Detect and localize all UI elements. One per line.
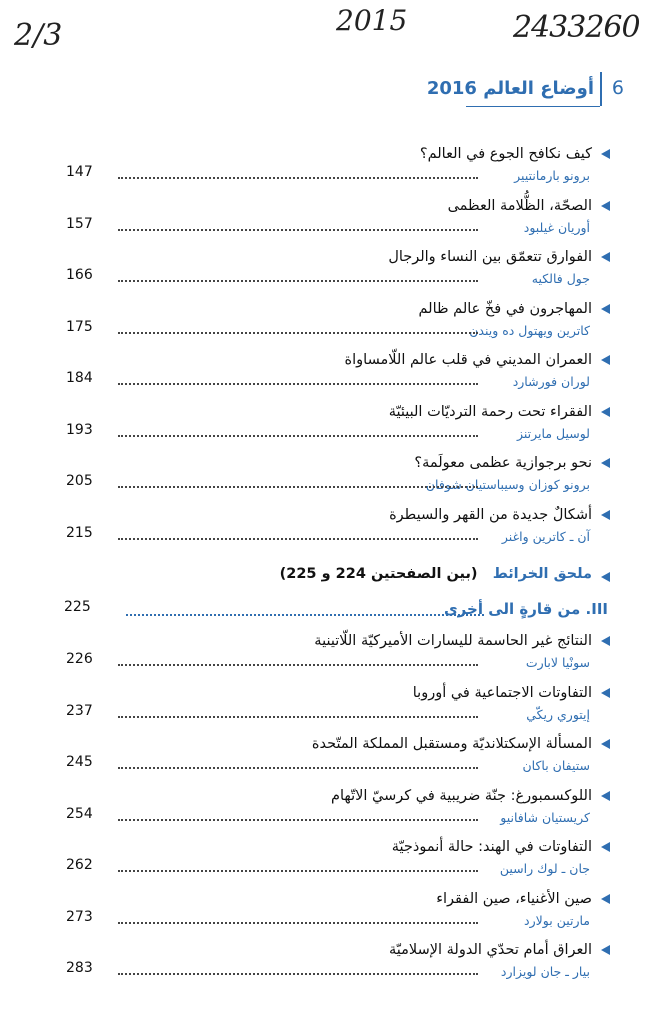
arrow-icon xyxy=(601,572,610,582)
toc-entry[interactable] xyxy=(0,352,650,398)
entry-author: آن ـ كاترين واغنر xyxy=(501,528,590,544)
entry-title: كيف نكافح الجوع في العالم؟ xyxy=(419,146,592,162)
header-title: أوضاع العالم 2016 xyxy=(426,78,594,99)
entry-title: الفوارق تتعمّق بين النساء والرجال xyxy=(388,249,592,265)
entry-title: نحو برجوازية عظمى معولَمة؟ xyxy=(414,455,592,471)
handwritten-number: 2433260 xyxy=(513,10,640,45)
entry-page-number: 193 xyxy=(66,421,93,438)
entry-title: المسألة الإسكتلانديّة ومستقبل المملكة المتّحدة xyxy=(311,736,592,752)
entry-author: لوسيل مايرتنز xyxy=(517,425,590,441)
arrow-icon xyxy=(601,149,610,159)
toc-entry[interactable] xyxy=(0,891,650,937)
toc-entry[interactable] xyxy=(0,249,650,295)
header-underline xyxy=(466,106,600,107)
arrow-icon xyxy=(601,636,610,646)
dot-leader xyxy=(118,280,478,282)
dot-leader xyxy=(118,973,478,975)
toc-entry[interactable] xyxy=(0,301,650,347)
dot-leader xyxy=(118,383,478,385)
entry-author: بيار ـ جان لويزارد xyxy=(500,964,590,979)
entry-page-number: 254 xyxy=(66,805,93,822)
toc-entry[interactable] xyxy=(0,633,650,679)
section-heading[interactable] xyxy=(0,594,650,624)
entry-title: صين الأغنياء، صين الفقراء xyxy=(436,890,592,907)
section-leader xyxy=(126,614,484,616)
header-page-number: 6 xyxy=(611,77,624,99)
entry-title: العمران المديني في قلب عالم اللّامساواة xyxy=(344,352,592,368)
entry-page-number: 184 xyxy=(66,370,93,386)
entry-title: الصحّة، الظُّلامة العظمى xyxy=(447,197,592,214)
toc-entry[interactable] xyxy=(0,507,650,553)
dot-leader xyxy=(118,870,478,872)
entry-page-number: 237 xyxy=(66,702,93,719)
arrow-icon xyxy=(601,304,610,314)
entry-author: أوريان غيلبود xyxy=(523,219,590,235)
entry-author: إيتوري ريكّي xyxy=(526,706,590,722)
dot-leader xyxy=(118,664,478,666)
entry-title: العراق أمام تحدّي الدولة الإسلاميّة xyxy=(389,942,592,958)
arrow-icon xyxy=(601,842,610,852)
section-title: III. من قارةٍ الى أخرى xyxy=(443,600,608,618)
arrow-icon xyxy=(601,688,610,698)
toc-entry[interactable] xyxy=(0,455,650,501)
arrow-icon xyxy=(601,458,610,468)
arrow-icon xyxy=(601,201,610,211)
dot-leader xyxy=(118,922,478,924)
appendix-label: ملحق الخرائط xyxy=(492,566,592,582)
entry-author: سونْيا لابارت xyxy=(525,655,590,670)
arrow-icon xyxy=(601,407,610,417)
dot-leader xyxy=(118,177,478,179)
arrow-icon xyxy=(601,894,610,904)
arrow-icon xyxy=(601,791,610,801)
toc-entry[interactable] xyxy=(0,404,650,450)
dot-leader xyxy=(118,819,478,821)
toc-entry[interactable] xyxy=(0,788,650,834)
header-separator xyxy=(600,72,602,106)
entry-title: التفاوتات الاجتماعية في أوروبا xyxy=(412,684,592,701)
arrow-icon xyxy=(601,510,610,520)
entry-page-number: 215 xyxy=(66,524,93,541)
entry-author: برونو كوزان وسيباستيان شوفان xyxy=(425,477,590,492)
entry-title: أشكالٌ جديدة من القهر والسيطرة xyxy=(389,506,592,523)
dot-leader xyxy=(118,767,478,769)
toc-entry[interactable] xyxy=(0,736,650,782)
entry-page-number: 245 xyxy=(66,754,93,770)
entry-page-number: 262 xyxy=(66,857,93,873)
maps-appendix-entry[interactable] xyxy=(190,566,610,590)
entry-title: النتائج غير الحاسمة لليسارات الأميركيّة اللّاتينية xyxy=(314,633,592,649)
toc-entry[interactable] xyxy=(0,146,650,192)
entry-author: برونو بارمانتيير xyxy=(514,168,590,183)
toc-entry[interactable] xyxy=(0,942,650,988)
entry-title: المهاجرون في فخّ عالم ظالم xyxy=(418,300,592,317)
arrow-icon xyxy=(601,252,610,262)
entry-page-number: 283 xyxy=(66,960,93,976)
section-page-number: 225 xyxy=(64,599,91,615)
entry-page-number: 226 xyxy=(66,651,93,667)
dot-leader xyxy=(118,486,478,488)
entry-title: اللوكسمبورغ: جنّة ضريبية في كرسيّ الاتّهام xyxy=(331,787,592,804)
appendix-detail: (بين الصفحتين 224 و 225) xyxy=(279,566,478,582)
entry-page-number: 273 xyxy=(66,908,93,925)
entry-title: التفاوتات في الهند: حالة أنموذجيّة xyxy=(391,839,592,855)
entry-author: لوران فورشارد xyxy=(512,374,590,389)
toc-entry[interactable] xyxy=(0,685,650,731)
handwritten-year: 2015 xyxy=(336,4,408,37)
entry-author: كريستيان شافانيو xyxy=(500,809,590,825)
entry-author: جول فالكيه xyxy=(531,271,590,286)
toc-entry[interactable] xyxy=(0,839,650,885)
dot-leader xyxy=(118,332,478,334)
arrow-icon xyxy=(601,355,610,365)
toc-entry[interactable] xyxy=(0,198,650,244)
dot-leader xyxy=(118,538,478,540)
entry-page-number: 205 xyxy=(66,473,93,489)
entry-page-number: 166 xyxy=(66,267,93,283)
dot-leader xyxy=(118,229,478,231)
dot-leader xyxy=(118,716,478,718)
entry-author: كاترين ويهتول ده ويندن xyxy=(469,322,590,338)
entry-author: مارتين بولارد xyxy=(524,912,590,928)
dot-leader xyxy=(118,435,478,437)
arrow-icon xyxy=(601,945,610,955)
entry-page-number: 175 xyxy=(66,318,93,335)
entry-author: ستيفان باكان xyxy=(522,758,590,773)
page-header xyxy=(400,72,630,106)
entry-page-number: 147 xyxy=(66,164,93,180)
entry-page-number: 157 xyxy=(66,215,93,232)
entry-author: جان ـ لوك راسين xyxy=(499,861,590,876)
appendix-text xyxy=(280,566,592,582)
arrow-icon xyxy=(601,739,610,749)
handwritten-fraction: 2/3 xyxy=(14,18,63,53)
entry-title: الفقراء تحت رحمة الترديّات البيئيّة xyxy=(388,403,592,420)
